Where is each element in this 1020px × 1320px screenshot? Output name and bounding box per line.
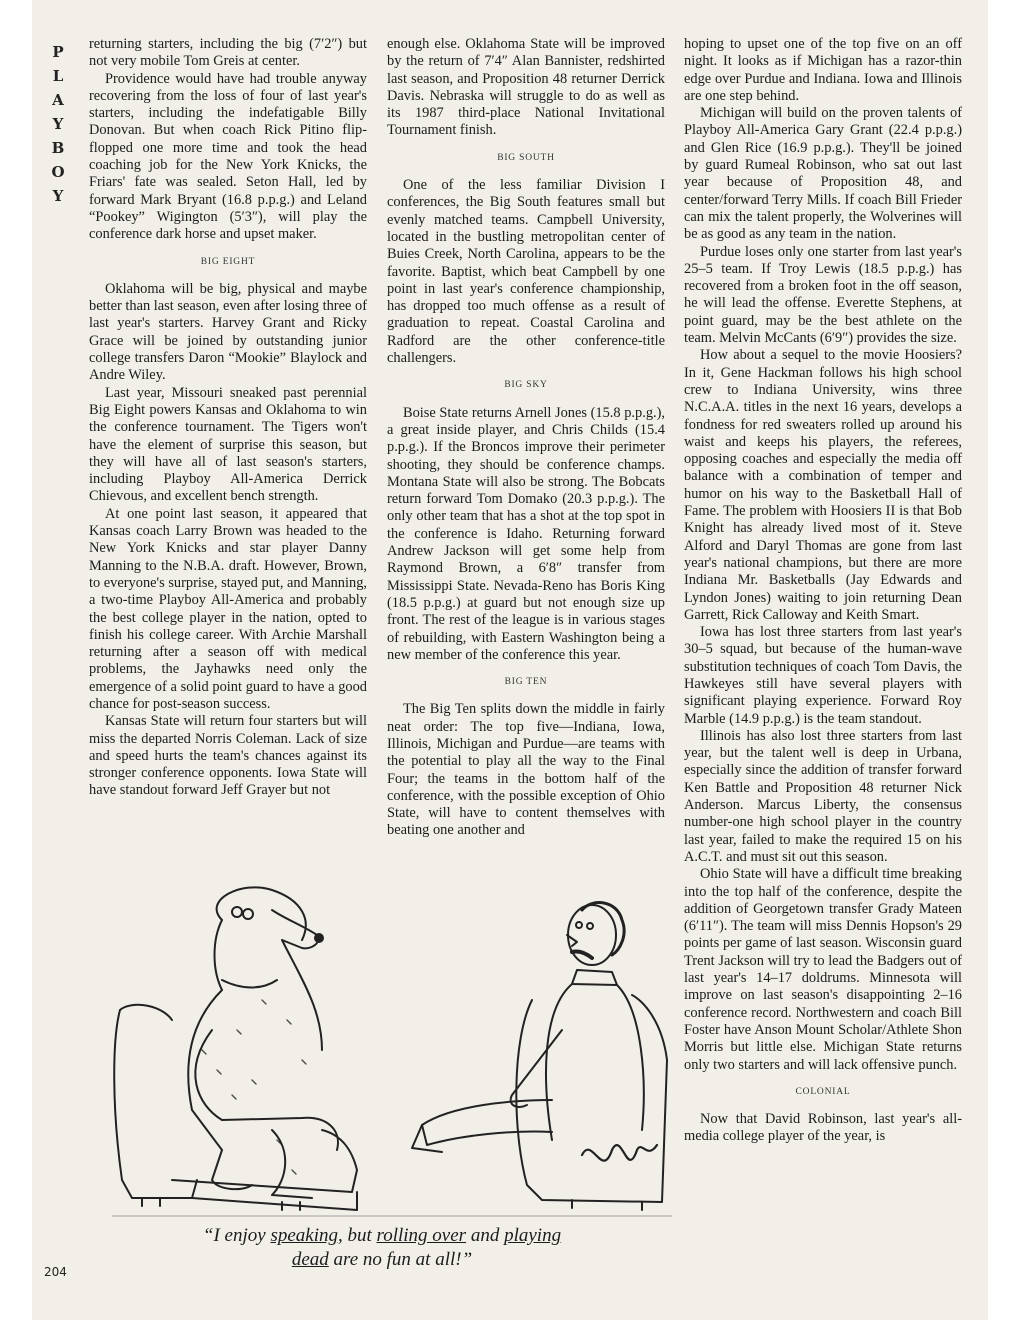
body-paragraph: Ohio State will have a difficult time breaking into the top half of the conference, despite the addition of Georgetown transfer Grady Mateen (6′11″). The team will miss Dennis Hopson's 29 points per game of last season. Wisconsin guard Trent Jackson will try to lead the Badgers out of last year's 14–17 doldrums. Minnesota will improve on last season's disappointing 2–16 conference record. Northwestern and coach Bill Foster have Anson Mount Scholar/Athlete Shon Morris but little else. Michigan State returns only two starters and will lack offensive punch.	[684, 866, 962, 1073]
article-column-1	[89, 36, 367, 800]
cartoon-caption	[202, 1224, 562, 1272]
caption-fragment: are no fun at all!”	[328, 1249, 473, 1270]
masthead-letter: Y	[52, 187, 64, 205]
body-paragraph: The Big Ten splits down the middle in fairly neat order: The top five—Indiana, Iowa, Illinois, Michigan and Purdue—are teams with the potential to play all the way to the Final Four; the teams in the bottom half of the conference, with the possible exception of Ohio State, will have to content themselves with beating one another and	[387, 701, 665, 839]
masthead-letter: A	[52, 91, 64, 109]
dog-figure	[188, 887, 338, 1198]
body-paragraph: One of the less familiar Division I conferences, the Big South features small but evenly matched teams. Campbell University, located in the bustling metropolitan center of Buies Creek, North Carolina, appears to be the favorite. Baptist, which beat Campbell by one point in last year's conference championship, has dropped too much offense as a result of graduation to repeat. Coastal Carolina and Radford are the other conference-title challengers.	[387, 177, 665, 367]
masthead-letter: Y	[52, 115, 64, 133]
cartoon-illustration	[72, 880, 672, 1220]
caption-fragment: “I enjoy	[202, 1225, 271, 1246]
body-paragraph: Kansas State will return four starters but will miss the departed Norris Coleman. Lack of size and speed hurts the team's chances against its stronger conference opponents. Iowa State will have standout forward Jeff Grayer but not	[89, 713, 367, 799]
caption-fragment: and	[466, 1225, 505, 1246]
section-heading: BIG SKY	[504, 380, 548, 391]
page-number: 204	[44, 1265, 67, 1279]
psychiatrist-figure	[412, 903, 644, 1152]
section-heading: BIG TEN	[504, 677, 548, 688]
section-heading: BIG EIGHT	[200, 256, 256, 267]
caption-fragment: rolling over	[376, 1225, 467, 1246]
article-column-3	[684, 36, 962, 1146]
body-paragraph: Now that David Robinson, last year's all-media college player of the year, is	[684, 1111, 962, 1145]
caption-fragment: playing dead	[291, 1225, 562, 1270]
section-heading: COLONIAL	[795, 1086, 851, 1097]
article-column-2	[387, 36, 665, 840]
masthead-letter: O	[51, 163, 65, 181]
magazine-page	[32, 0, 988, 1320]
masthead-letter: L	[52, 67, 64, 85]
body-paragraph: enough else. Oklahoma State will be improved by the return of 7′4″ Alan Bannister, redshirted last season, and Proposition 48 returner Derrick Davis. Nebraska will struggle to do as well as its 1987 third-place National Invitational Tournament finish.	[387, 36, 665, 139]
body-paragraph: returning starters, including the big (7′2″) but not very mobile Tom Greis at center.	[89, 36, 367, 70]
body-paragraph: Michigan will build on the proven talents of Playboy All-America Gary Grant (22.4 p.p.g.) and Glen Rice (16.9 p.p.g.). They'll be joined by guard Rumeal Robinson, who sat out last year because of Proposition 48, and center/forward Terry Mills. If coach Bill Frieder can mix the talent properly, the Wolverines will be as good as any team in the nation.	[684, 105, 962, 243]
body-paragraph: Iowa has lost three starters from last year's 30–5 squad, but because of the human-wave substitution techniques of coach Tom Davis, the Hawkeyes still have several players with significant playing experience. Forward Roy Marble (14.9 p.p.g.) is the team standout.	[684, 624, 962, 727]
body-paragraph: Purdue loses only one starter from last year's 25–5 team. If Troy Lewis (18.5 p.p.g.) has recovered from a broken foot in the off season, he will lead the offense. Everette Stephens, at point guard, may be the best athlete on the team. Melvin McCants (6′9″) provides the size.	[684, 243, 962, 347]
playboy-masthead	[46, 40, 70, 208]
caption-fragment: speaking	[270, 1225, 338, 1246]
body-paragraph: At one point last season, it appeared that Kansas coach Larry Brown was headed to the New York Knicks and star player Danny Manning to the N.B.A. draft. However, Brown, to everyone's surprise, stayed put, and Manning, a two-time Playboy All-America and probably the best college player in the nation, opted to finish his college career. With Archie Marshall returning after a season off with medical problems, the Jayhawks need only the emergence of a solid point guard to have a good chance for post-season success.	[89, 505, 367, 712]
body-paragraph: hoping to upset one of the top five on an off night. It looks as if Michigan has a razor-thin edge over Purdue and Indiana. Iowa and Illinois are one step behind.	[684, 36, 962, 104]
body-paragraph: Boise State returns Arnell Jones (15.8 p.p.g.), a great inside player, and Chris Childs (15.4 p.p.g.). If the Broncos improve their perimeter shooting, they should be conference champs. Montana State will also be strong. The Bobcats return forward Tom Domako (20.3 p.p.g.). The only other team that has a shot at the top spot in the conference is Idaho. Returning forward Andrew Jackson will get some help from Raymond Brown, a 6′8″ transfer from Mississippi State. Nevada-Reno has Boris King (18.5 p.p.g.) at guard but not enough size up front. The rest of the league is in various stages of rebuilding, with Eastern Washington being a new member of the conference this year.	[387, 404, 665, 663]
body-paragraph: Oklahoma will be big, physical and maybe better than last season, even after losing three of last year's starters. Harvey Grant and Ricky Grace will be joined by outstanding junior college transfers Daron “Mookie” Blaylock and Andre Wiley.	[89, 280, 367, 384]
body-paragraph: How about a sequel to the movie Hoosiers? In it, Gene Hackman follows his high school crew to Indiana University, wins three N.C.A.A. titles in the next 16 years, develops a fondness for red sweaters rolled up around his waist and keeps his players, the referees, opposing coaches and especially the media off balance with a combination of temper and humor on his way to the Basketball Hall of Fame. The problem with Hoosiers II is that Bob Knight has already lived most of it. Steve Alford and Daryl Thomas are gone from last year's national champions, but there are more Indiana Mr. Basketballs (Jay Edwards and Lyndon Jones) waiting to join returning Dean Garrett, Rick Calloway and Keith Smart.	[684, 347, 962, 623]
masthead-letter: P	[52, 43, 64, 61]
caption-fragment: , but	[338, 1225, 377, 1246]
masthead-letter: B	[51, 139, 65, 157]
body-paragraph: Providence would have had trouble anyway recovering from the loss of four of last year's starters, including the indefatigable Billy Donovan. But when coach Rick Pitino flip-flopped one more time and took the head coaching job for the New York Knicks, the Friars' fate was sealed. Seton Hall, led by forward Mark Bryant (16.8 p.p.g.) and Leland “Pookey” Wigington (5′3″), will play the conference dark horse and upset maker.	[89, 70, 367, 243]
body-paragraph: Last year, Missouri sneaked past perennial Big Eight powers Kansas and Oklahoma to win the conference tournament. The Tigers won't have the element of surprise this season, but they will have all of last season's starters, including Playboy All-America Derrick Chievous, and excellent bench strength.	[89, 384, 367, 505]
body-paragraph: Illinois has also lost three starters from last year, but the talent well is deep in Urbana, especially since the addition of transfer forward Ken Battle and Proposition 48 returner Nick Anderson. Marcus Liberty, the consensus number-one high school player in the country last year, failed to make the required 15 on his A.C.T. and must sit out this season.	[684, 727, 962, 865]
section-heading: BIG SOUTH	[497, 152, 555, 163]
